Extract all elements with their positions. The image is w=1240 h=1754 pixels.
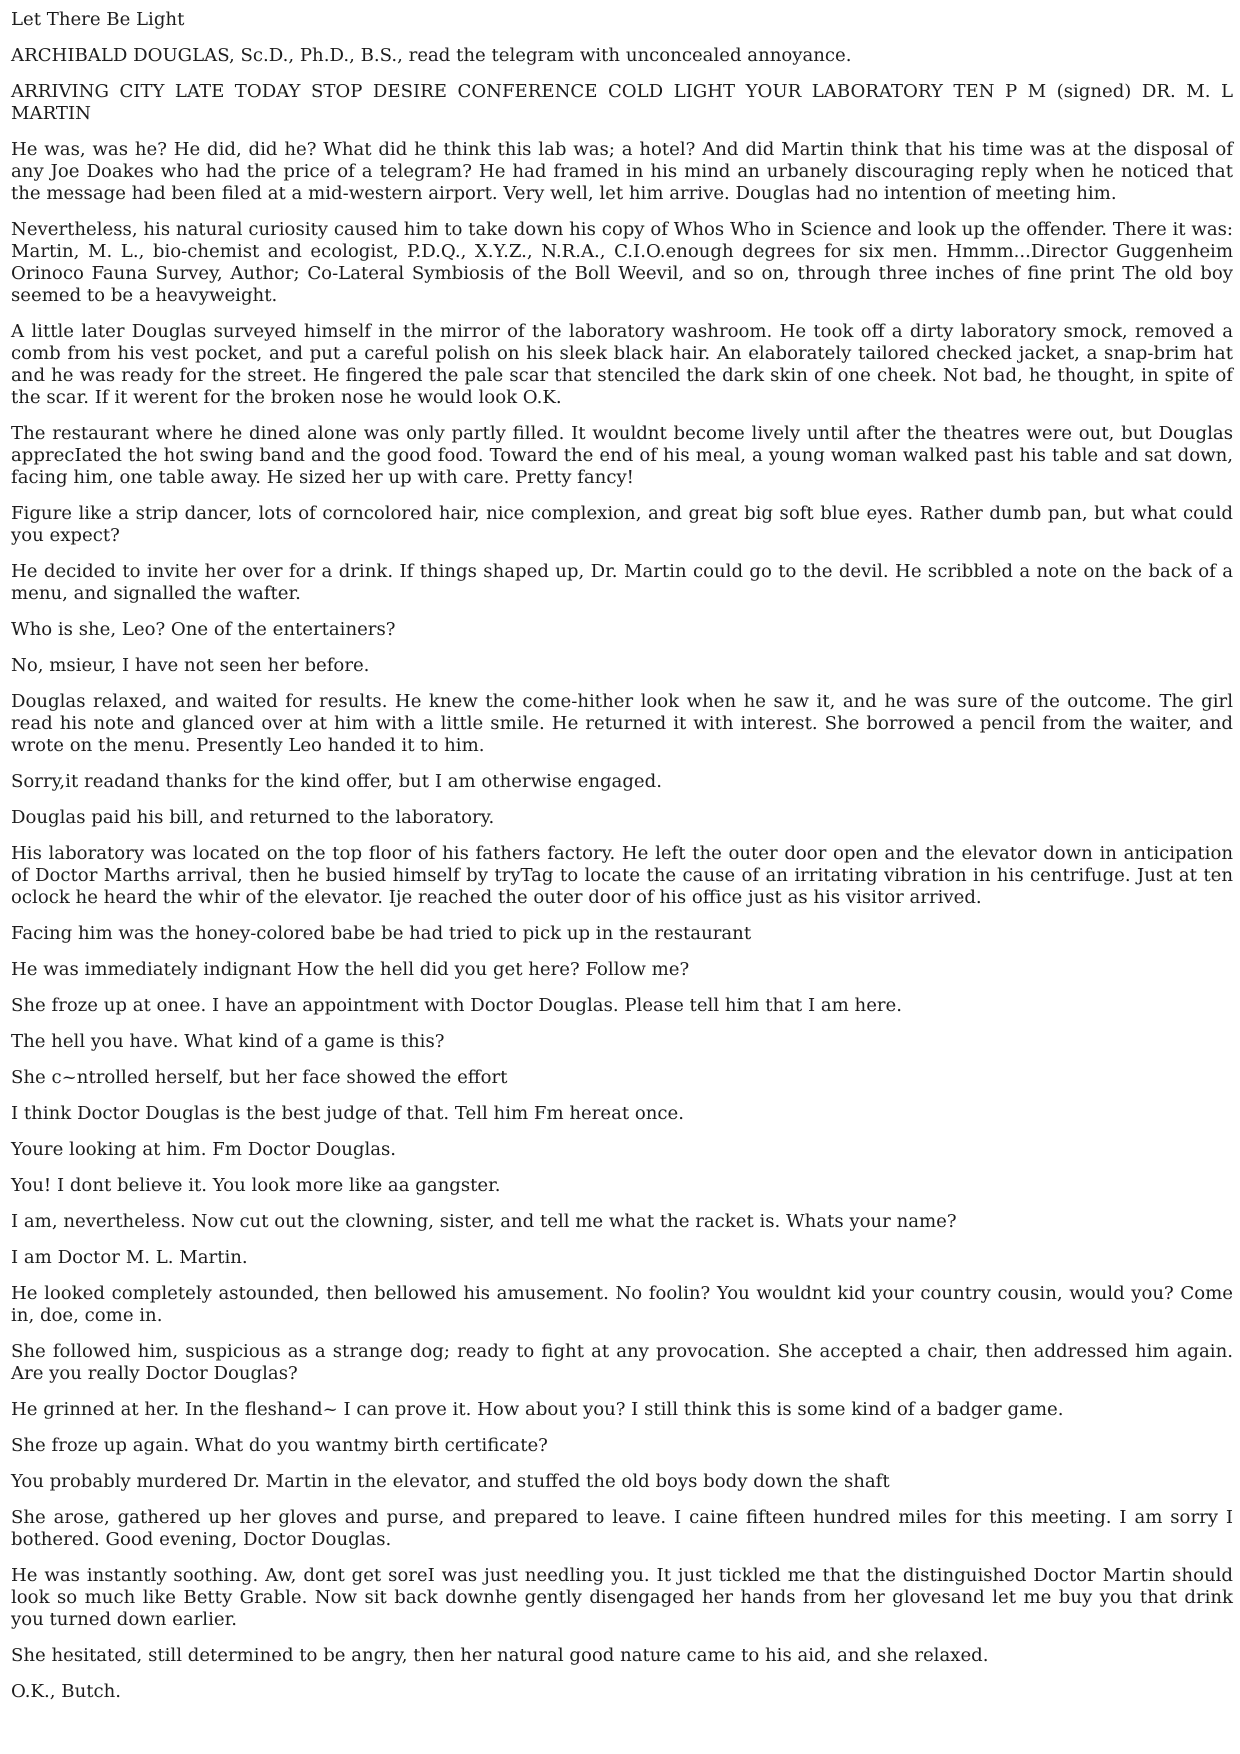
paragraph: Nevertheless, his natural curiosity caused him to take down his copy of Whos Who in Science and look up the offender. There it was: Martin, M. L., bio-chemist and ecologist, P.D.Q., X.Y.Z., N.R.A., C.I.O.enough degrees for six men. Hmmm...Director Guggenheim Orinoco Fauna Survey, Author; Co-Lateral Symbiosis of the Boll Weevil, and so on, through three inches of fine print The old boy seemed to be a heavyweight. (11, 219, 1233, 306)
paragraph: I am Doctor M. L. Martin. (11, 1247, 248, 1268)
paragraph: Who is she, Leo? One of the entertainers? (11, 619, 396, 640)
paragraph: ARCHIBALD DOUGLAS, Sc.D., Ph.D., B.S., read the telegram with unconcealed annoyance. (11, 45, 852, 66)
paragraph: Douglas relaxed, and waited for results. He knew the come-hither look when he saw it, and he was sure of the outcome. The girl read his note and glanced over at him with a little smile. He returned it with interest. She borrowed a pencil from the waiter, and wrote on the menu. Presently Leo handed it to him. (11, 691, 1233, 756)
document-body (11, 0, 1233, 1703)
paragraph: O.K., Butch. (11, 1681, 122, 1702)
paragraph: He was immediately indignant How the hell did you get here? Follow me? (11, 959, 690, 980)
paragraph: He was instantly soothing. Aw, dont get soreI was just needling you. It just tickled me that the distinguished Doctor Martin should look so much like Betty Grable. Now sit back downhe gently disengaged her hands from her glovesand let me buy you that drink you turned down earlier. (11, 1565, 1233, 1630)
paragraph: He was, was he? He did, did he? What did he think this lab was; a hotel? And did Martin think that his time was at the disposal of any Joe Doakes who had the price of a telegram? He had framed in his mind an urbanely discouraging reply when he noticed that the message had been filed at a mid-western airport. Very well, let him arrive. Douglas had no intention of meeting him. (11, 139, 1233, 204)
paragraph: The restaurant where he dined alone was only partly filled. It wouldnt become lively until after the theatres were out, but Douglas apprecIated the hot swing band and the good food. Toward the end of his meal, a young woman walked past his table and sat down, facing him, one table away. He sized her up with care. Pretty fancy! (11, 423, 1233, 488)
paragraph: I think Doctor Douglas is the best judge of that. Tell him Fm hereat once. (11, 1103, 685, 1124)
paragraph: Figure like a strip dancer, lots of corncolored hair, nice complexion, and great big soft blue eyes. Rather dumb pan, but what could you expect? (11, 503, 1233, 546)
paragraph: His laboratory was located on the top floor of his fathers factory. He left the outer door open and the elevator down in anticipation of Doctor Marths arrival, then he busied himself by tryTag to locate the cause of an irritating vibration in his centrifuge. Just at ten oclock he heard the whir of the elevator. Ije reached the outer door of his office just as his visitor arrived. (11, 843, 1233, 908)
paragraph: You! I dont believe it. You look more like aa gangster. (11, 1175, 501, 1196)
paragraph: He grinned at her. In the fleshand~ I can prove it. How about you? I still think this is some kind of a badger game. (11, 1399, 1064, 1420)
paragraph: ARRIVING CITY LATE TODAY STOP DESIRE CONFERENCE COLD LIGHT YOUR LABORATORY TEN P M (signed) DR. M. L MARTIN (11, 81, 1233, 124)
paragraph: She froze up at onee. I have an appointment with Doctor Douglas. Please tell him that I am here. (11, 995, 903, 1016)
paragraph: Sorry,it readand thanks for the kind offer, but I am otherwise engaged. (11, 771, 662, 792)
paragraph: Facing him was the honey-colored babe be had tried to pick up in the restaurant (11, 923, 752, 944)
paragraph: I am, nevertheless. Now cut out the clowning, sister, and tell me what the racket is. Whats your name? (11, 1211, 957, 1232)
paragraph: She hesitated, still determined to be angry, then her natural good nature came to his aid, and she relaxed. (11, 1645, 989, 1666)
document-title: Let There Be Light (11, 9, 185, 30)
paragraph: The hell you have. What kind of a game is this? (11, 1031, 445, 1052)
paragraph: He decided to invite her over for a drink. If things shaped up, Dr. Martin could go to the devil. He scribbled a note on the back of a menu, and signalled the wafter. (11, 561, 1233, 604)
paragraph: She arose, gathered up her gloves and purse, and prepared to leave. I caine fifteen hundred miles for this meeting. I am sorry I bothered. Good evening, Doctor Douglas. (11, 1507, 1233, 1550)
paragraph: You probably murdered Dr. Martin in the elevator, and stuffed the old boys body down the shaft (11, 1471, 890, 1492)
paragraph: She c~ntrolled herself, but her face showed the effort (11, 1067, 508, 1088)
paragraph: He looked completely astounded, then bellowed his amusement. No foolin? You wouldnt kid your country cousin, would you? Come in, doe, come in. (11, 1283, 1233, 1326)
paragraph: She froze up again. What do you wantmy birth certificate? (11, 1435, 548, 1456)
paragraph: Youre looking at him. Fm Doctor Douglas. (11, 1139, 397, 1160)
paragraph: No, msieur, I have not seen her before. (11, 655, 370, 676)
paragraph: Douglas paid his bill, and returned to the laboratory. (11, 807, 495, 828)
paragraph: She followed him, suspicious as a strange dog; ready to fight at any provocation. She accepted a chair, then addressed him again. Are you really Doctor Douglas? (11, 1341, 1233, 1384)
paragraph: A little later Douglas surveyed himself in the mirror of the laboratory washroom. He took off a dirty laboratory smock, removed a comb from his vest pocket, and put a careful polish on his sleek black hair. An elaborately tailored checked jacket, a snap-brim hat and he was ready for the street. He fingered the pale scar that stenciled the dark skin of one cheek. Not bad, he thought, in spite of the scar. If it werent for the broken nose he would look O.K. (11, 321, 1233, 408)
